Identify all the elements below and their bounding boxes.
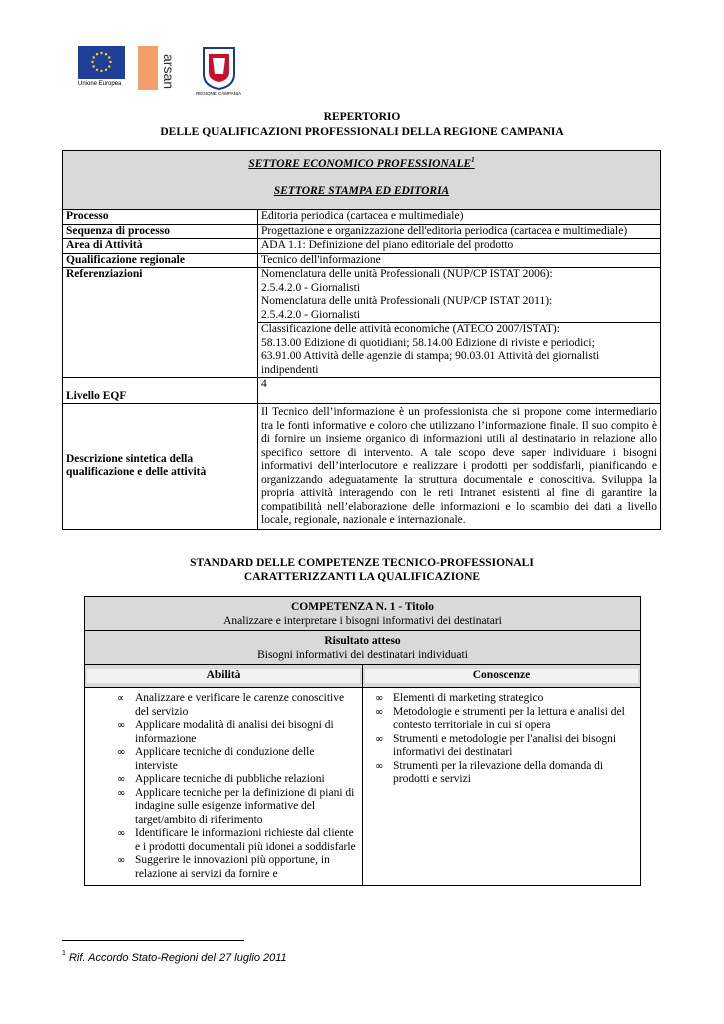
bullet-icon: ∞ [375,706,384,718]
eqf-label: Livello EQF [63,378,258,404]
footnote-ref: 1 [471,156,475,164]
bullet-icon: ∞ [117,720,126,731]
processo-label: Processo [63,210,258,225]
ateco-cell [258,323,661,378]
list-item: ∞ Suggerire le innovazioni più opportune, in relazione ai servizi da fornire e [117,854,330,880]
sector-header [63,151,661,210]
conoscenze-header-label: Conoscenze [365,669,638,683]
nup2006-label: Nomenclatura delle unità Professionali (NUP/CP ISTAT 2006): [261,268,553,280]
regione-campania-logo [201,46,237,90]
qualification-table [62,150,661,530]
list-item: ∞ Identificare le informazioni richieste dal cliente e i prodotti documentali più idonei a soddisfarle [117,827,356,853]
referenziazioni-label: Referenziazioni [63,268,258,378]
list-item: ∞ Applicare tecniche per la definizione di piani di indagine sulle esigenze informative del target/ambito di riferimento [117,786,355,826]
list-item: ∝ Analizzare e verificare le carenze conoscitive del servizio [117,692,345,718]
nup2011-code: 2.5.4.2.0 - Giornalisti [261,308,361,321]
arsan-logo [138,46,177,90]
conoscenze-cell [363,688,641,886]
bullet-icon: ∞ [117,747,126,758]
qualificazione-label: Qualificazione regionale [63,253,258,268]
abilita-header [85,665,363,688]
descrizione-label: Descrizione sintetica della qualificazione e delle attività [63,404,258,530]
abilita-list [85,692,358,881]
list-item: ∞ Strumenti per la rilevazione della domanda di prodotti e servizi [375,759,604,785]
ateco-line3: indipendenti [261,363,319,376]
bullet-icon: ∞ [375,693,384,704]
footnote [62,950,287,964]
ateco-label: Classificazione delle attività economiche (ATECO 2007/ISTAT): [261,323,560,335]
standard-heading [0,556,724,584]
ateco-line1: 58.13.00 Edizione di quotidiani; 58.14.00 Edizione di riviste e periodici; [261,336,595,349]
bullet-icon: ∝ [117,693,125,704]
list-item: ∞ Applicare modalità di analisi dei bisogni di informazione [117,719,334,745]
standard-line1: STANDARD DELLE COMPETENZE TECNICO-PROFESSIONALI [190,557,534,569]
arsan-logo-text: arsan [161,54,177,90]
sequenza-label: Sequenza di processo [63,224,258,239]
ada-value: ADA 1.1: Definizione del piano editoriale del prodotto [258,239,661,254]
bullet-icon: ∞ [117,787,126,799]
abilita-cell [85,688,363,886]
bullet-icon: ∞ [375,733,384,745]
title-line1: REPERTORIO [323,111,401,123]
list-item: ∞ Applicare tecniche di pubbliche relazioni [117,773,325,785]
sector-name: SETTORE STAMPA ED EDITORIA [273,185,450,198]
footnote-separator [62,940,244,941]
risultato-label: Risultato atteso [324,635,401,647]
eqf-value: 4 [258,378,661,404]
bullet-icon: ∞ [375,760,384,772]
competenza-table [84,596,641,886]
competenza-subtitle: Analizzare e interpretare i bisogni informativi dei destinatari [223,614,502,627]
title-line2: DELLE QUALIFICAZIONI PROFESSIONALI DELLA REGIONE CAMPANIA [160,126,564,138]
eu-label: Unione Europea [78,81,122,87]
list-item: ∞ Metodologie e strumenti per la lettura e analisi del contesto territoriale in cui si opera [375,705,625,731]
nup-cell [258,268,661,323]
competenza-header [85,597,641,631]
bullet-icon: ∞ [117,828,126,839]
bullet-icon: ∞ [117,855,126,866]
list-item: ∞ Elementi di marketing strategico [375,692,544,704]
conoscenze-list [363,692,636,787]
nup2006-code: 2.5.4.2.0 - Giornalisti [261,281,361,294]
qualificazione-value: Tecnico dell'informazione [258,253,661,268]
footnote-mark: 1 [62,950,66,957]
document-title [0,110,724,140]
abilita-header-label: Abilità [87,669,360,683]
ateco-line2: 63.91.00 Attività delle agenzie di stampa; 90.03.01 Attività dei giornalisti [261,350,600,362]
competenza-title: COMPETENZA N. 1 - Titolo [290,601,435,613]
descrizione-value: Il Tecnico dell’informazione è un professionista che si propone come intermediario tra le fonti informative e coloro che utilizzano l’informazione finale. Il suo compito è di fornire un insieme organico di informazioni utili al destinatario in relazione allo specifico settore di intervento. A tale scopo deve saper individuare i bisogni informativi dell’interlocutore e realizzare i prodotti per soddisfarli, pianificando e organizzando adeguatamente la struttura documentale e conoscitiva. Sviluppa la propria attività interagendo con le reti Intranet esistenti al fine di garantire la compatibilità nell’elaborazione delle informazioni e lo scambio dei dati a livello locale, regionale, nazionale e internazionale. [258,404,661,530]
eu-flag-logo [78,46,125,79]
regione-campania-label: REGIONE CAMPANIA [196,91,242,96]
footnote-text: Rif. Accordo Stato-Regioni del 27 luglio 2011 [68,952,287,964]
conoscenze-header [363,665,641,688]
risultato-value: Bisogni informativi dei destinatari individuati [257,648,468,661]
sector-economic-label: SETTORE ECONOMICO PROFESSIONALE [248,157,472,170]
risultato-header [85,631,641,665]
processo-value: Editoria periodica (cartacea e multimediale) [258,210,661,225]
list-item: ∞ Strumenti e metodologie per l'analisi dei bisogni informativi dei destinatari [375,732,617,758]
list-item: ∞ Applicare tecniche di conduzione delle interviste [117,746,315,772]
sequenza-value: Progettazione e organizzazione dell'editoria periodica (cartacea e multimediale) [258,224,661,239]
standard-line2: CARATTERIZZANTI LA QUALIFICAZIONE [243,571,481,583]
nup2011-label: Nomenclatura delle unità Professionali (NUP/CP ISTAT 2011): [261,295,553,307]
bullet-icon: ∞ [117,774,126,785]
ada-label: Area di Attività [63,239,258,254]
